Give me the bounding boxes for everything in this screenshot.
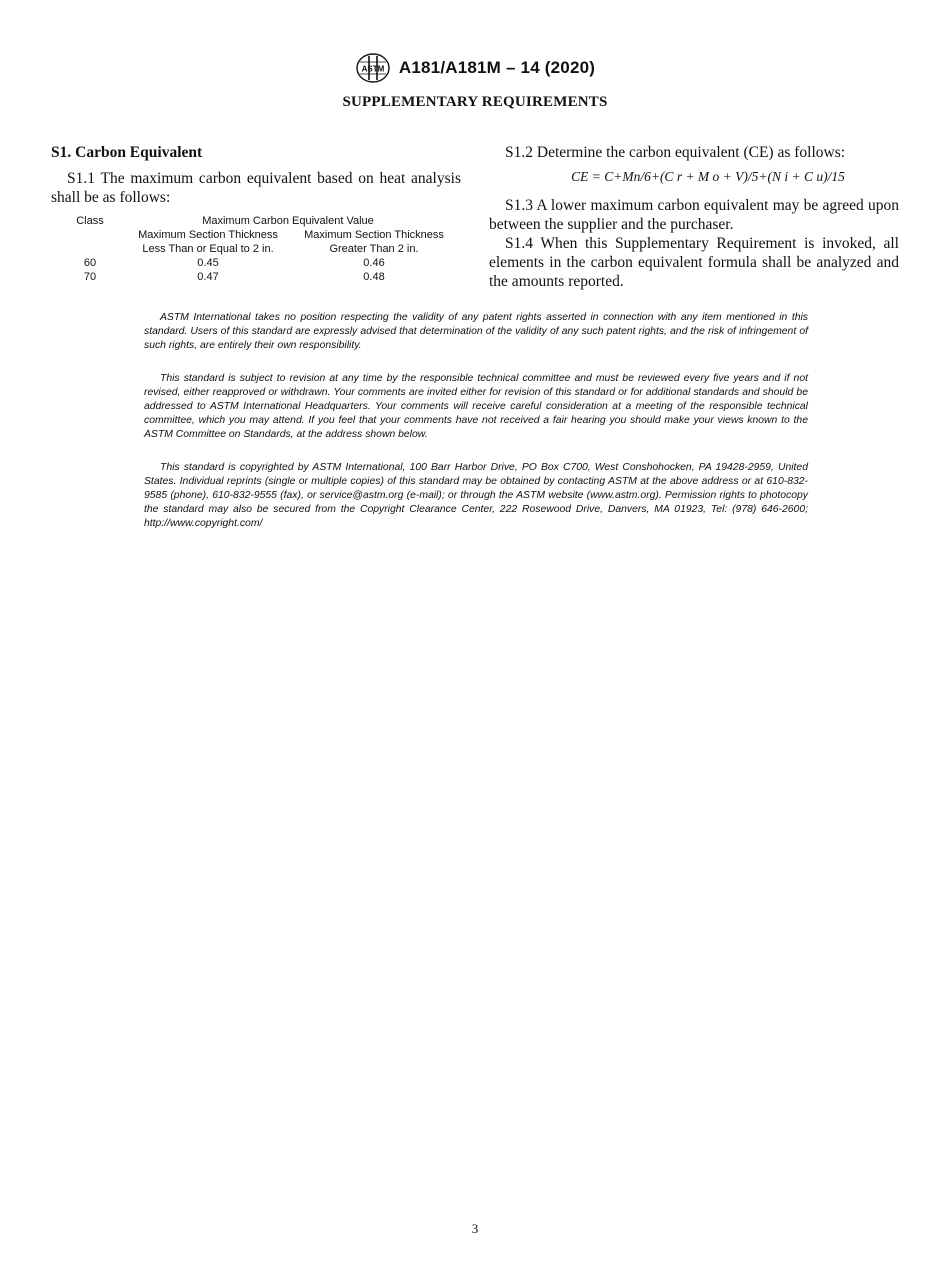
table-header-row <box>58 214 454 228</box>
table-row <box>58 270 454 284</box>
document-header <box>0 52 950 89</box>
astm-logo-icon <box>355 52 391 84</box>
patent-notice: ASTM International takes no position respecting the validity of any patent rights asserted in connection with any item mentioned in this standard. Users of this standard are expressly advised that determination of the validity of any such patent rights, and the risk of infringement of such rights, are entirely their own responsibility. <box>144 312 808 351</box>
header-col-a-line2: Less Than or Equal to 2 in. <box>142 243 274 255</box>
logo-text: ASTM <box>361 64 385 74</box>
header-col-b-line2: Greater Than 2 in. <box>329 243 419 255</box>
header-class: Class <box>76 215 104 227</box>
revision-notice: This standard is subject to revision at any time by the responsible technical committee and must be reviewed every five years and if not revised, either reapproved or withdrawn. Your comments are invited either for revision of this standard or for additional standards and should be addressed to ASTM International Headquarters. Your comments will receive careful consideration at a meeting of the responsible technical committee, which you may attend. If you feel that your comments have not received a fair hearing you should make your views known to the ASTM Committee on Standards, at the address shown below. <box>144 373 808 440</box>
copyright-notice: This standard is copyrighted by ASTM International, 100 Barr Harbor Drive, PO Box C700, West Conshohocken, PA 19428-2959, United States. Individual reprints (single or multiple copies) of this standard may be obtained by contacting ASTM at the above address or at 610-832-9585 (phone), 610-832-9555 (fax), or service@astm.org (e-mail); or through the ASTM website (www.astm.org). Permission rights to photocopy the standard may also be secured from the Copyright Clearance Center, 222 Rosewood Drive, Danvers, MA 01923, Tel: (978) 646-2600; http://www.copyright.com/ <box>144 462 808 529</box>
table-subheader-row <box>58 242 454 256</box>
carbon-equivalent-table <box>58 214 454 284</box>
document-id: A181/A181M – 14 (2020) <box>398 58 596 77</box>
cell-class: 60 <box>83 257 97 269</box>
header-group: Maximum Carbon Equivalent Value <box>202 215 374 227</box>
paragraph-s1-4: S1.4 When this Supplementary Requirement is invoked, all elements in the carbon equivalent formula shall be analyzed and the amounts reported. <box>489 235 899 290</box>
cell-value-a: 0.47 <box>197 271 219 283</box>
cell-class: 70 <box>83 271 97 283</box>
table-row <box>58 256 454 270</box>
paragraph-s1-3: S1.3 A lower maximum carbon equivalent may be agreed upon between the supplier and the purchaser. <box>489 197 899 233</box>
table-subheader-row <box>58 228 454 242</box>
left-column <box>51 143 461 207</box>
paragraph-s1-2: S1.2 Determine the carbon equivalent (CE) as follows: <box>505 144 846 161</box>
s1-heading: S1. Carbon Equivalent <box>51 144 203 161</box>
section-title: SUPPLEMENTARY REQUIREMENTS <box>342 94 608 110</box>
cell-value-b: 0.48 <box>363 271 385 283</box>
ce-formula: CE = C+Mn/6+(C r + M o + V)/5+(N i + C u)/15 <box>571 169 845 184</box>
header-col-a-line1: Maximum Section Thickness <box>138 229 278 241</box>
paragraph-s1-1: S1.1 The maximum carbon equivalent based on heat analysis shall be as follows: <box>51 170 461 206</box>
cell-value-a: 0.45 <box>197 257 219 269</box>
cell-value-b: 0.46 <box>363 257 385 269</box>
right-column <box>489 143 899 291</box>
page-number: 3 <box>471 1221 479 1236</box>
header-col-b-line1: Maximum Section Thickness <box>304 229 444 241</box>
